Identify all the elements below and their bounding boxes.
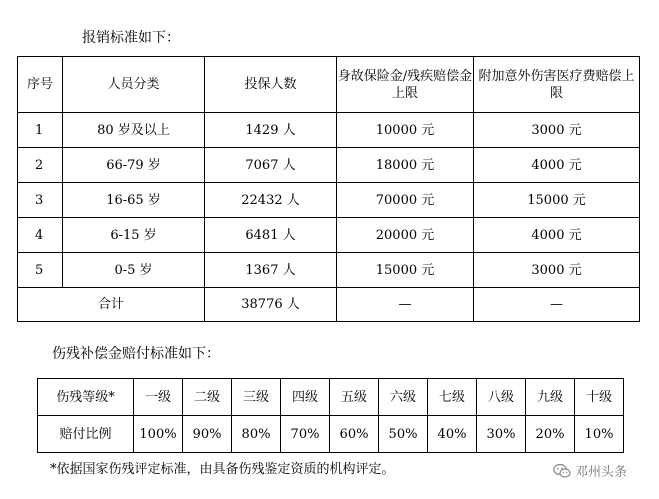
grade-cell: 四级 (281, 379, 330, 416)
grade-cell: 七级 (428, 379, 477, 416)
table-row (18, 148, 640, 183)
grade-cell: 三级 (232, 379, 281, 416)
grade-cell: 八级 (477, 379, 526, 416)
cell-medical-cap: 3000 元 (474, 113, 640, 148)
reimbursement-table (17, 56, 640, 322)
ratio-cell: 40% (428, 416, 477, 453)
header-serial: 序号 (18, 57, 63, 113)
cell-category: 16-65 岁 (63, 183, 205, 218)
cell-medical-cap: 15000 元 (474, 183, 640, 218)
watermark (553, 461, 627, 480)
ratio-cell: 70% (281, 416, 330, 453)
ratio-cell: 10% (575, 416, 624, 453)
cell-serial: 1 (18, 113, 63, 148)
cell-death-cap: 20000 元 (337, 218, 474, 253)
total-death-cap: — (337, 288, 474, 322)
ratio-row (38, 416, 624, 453)
disability-heading: 伤残补偿金赔付标准如下： (52, 346, 220, 362)
table-row (18, 218, 640, 253)
ratio-cell: 100% (134, 416, 183, 453)
total-insured: 38776 人 (205, 288, 337, 322)
cell-category: 80 岁及以上 (63, 113, 205, 148)
cell-death-cap: 10000 元 (337, 113, 474, 148)
ratio-cell: 60% (330, 416, 379, 453)
header-insured: 投保人数 (205, 57, 337, 113)
cell-medical-cap: 3000 元 (474, 253, 640, 288)
table-row (18, 253, 640, 288)
cell-insured: 7067 人 (205, 148, 337, 183)
cell-insured: 22432 人 (205, 183, 337, 218)
grade-cell: 十级 (575, 379, 624, 416)
cell-category: 6-15 岁 (63, 218, 205, 253)
header-category: 人员分类 (63, 57, 205, 113)
cell-serial: 4 (18, 218, 63, 253)
cell-insured: 1429 人 (205, 113, 337, 148)
wechat-icon (553, 463, 571, 479)
cell-insured: 6481 人 (205, 218, 337, 253)
cell-medical-cap: 4000 元 (474, 148, 640, 183)
ratio-cell: 50% (379, 416, 428, 453)
grade-cell: 五级 (330, 379, 379, 416)
grade-cell: 六级 (379, 379, 428, 416)
ratio-label: 赔付比例 (38, 416, 134, 453)
grade-cell: 一级 (134, 379, 183, 416)
cell-medical-cap: 4000 元 (474, 218, 640, 253)
total-label: 合计 (18, 288, 205, 322)
footnote: *依据国家伤残评定标准，由具备伤残鉴定资质的机构评定。 (50, 462, 395, 477)
cell-death-cap: 18000 元 (337, 148, 474, 183)
cell-serial: 2 (18, 148, 63, 183)
ratio-cell: 20% (526, 416, 575, 453)
ratio-cell: 80% (232, 416, 281, 453)
cell-category: 0-5 岁 (63, 253, 205, 288)
ratio-cell: 90% (183, 416, 232, 453)
cell-category: 66-79 岁 (63, 148, 205, 183)
cell-death-cap: 70000 元 (337, 183, 474, 218)
reimbursement-heading: 报销标准如下： (82, 30, 180, 46)
disability-table (37, 378, 624, 453)
cell-serial: 5 (18, 253, 63, 288)
grade-cell: 九级 (526, 379, 575, 416)
header-death-cap: 身故保险金/残疾赔偿金上限 (337, 57, 474, 113)
total-medical-cap: — (474, 288, 640, 322)
cell-death-cap: 15000 元 (337, 253, 474, 288)
total-row (18, 288, 640, 322)
grade-cell: 二级 (183, 379, 232, 416)
grade-label: 伤残等级* (38, 379, 134, 416)
watermark-text: 邓州头条 (575, 465, 628, 480)
table-row (18, 113, 640, 148)
cell-serial: 3 (18, 183, 63, 218)
table-row (18, 183, 640, 218)
header-medical-cap: 附加意外伤害医疗费赔偿上限 (474, 57, 640, 113)
grade-row (38, 379, 624, 416)
table-header-row (18, 57, 640, 113)
cell-insured: 1367 人 (205, 253, 337, 288)
ratio-cell: 30% (477, 416, 526, 453)
